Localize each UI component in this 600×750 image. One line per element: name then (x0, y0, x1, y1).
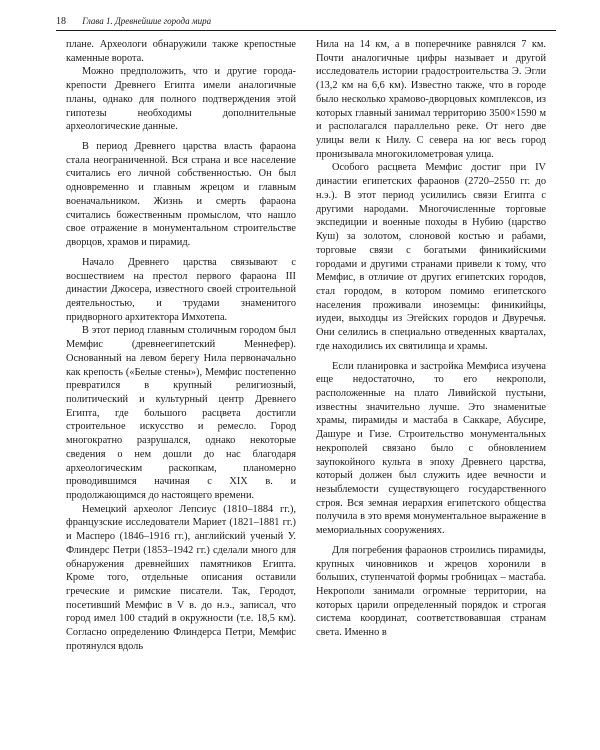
left-column (66, 38, 296, 654)
paragraph: Если планировка и застройка Мемфиса изучена еще недостаточно, то его некрополи, расположенные на плато Ливийской пустыни, известны значительно лучше. Это знаменитые храмы, пирамиды и мастаба в Саккаре, Абусире, Дашуре и Гизе. Строительство монументальных некрополей связано было с обновлением заупокойного культа в эпоху Древнего царства, который должен был служить идее вечности и незыблемости существующего государственного строя. Вся земная иерархия египетского общества получила в это время монументальное выражение в мемориальных сооружениях. (316, 360, 546, 537)
paragraph: Немецкий археолог Лепсиус (1810–1884 гг.), французские исследователи Мариет (1821–1881 гг.) и Масперо (1846–1916 гг.), английский ученый У. Флиндерс Петри (1853–1942 гг.) сделали много для обнаружения древнейших памятников Египта. Кроме того, отдельные описания оставили греческие и римские писатели. Так, Геродот, посетивший Мемфис в V в. до н.э., записал, что город имел 100 стадий в окружности (т.е. 18,5 км). Согласно определению Флиндерса Петри, Мемфис протянулся вдоль (66, 503, 296, 652)
paragraph: плане. Археологи обнаружили также крепостные каменные ворота. (66, 39, 296, 64)
paragraph: Начало Древнего царства связывают с восшествием на престол первого фараона III династии Джосера, известного своей строительной деятельностью, и трудами знаменитого придворного архитектора Имхотепа. (66, 256, 296, 323)
header-rule (56, 30, 556, 31)
paragraph: Особого расцвета Мемфис достиг при IV династии египетских фараонов (2720–2550 гг. до н.э.). В этот период усилились связи Египта с другими народами. Многочисленные торговые экспедиции и военные походы в Нубию (царство Куш) за золотом, слоновой костью и рабами, торговые связи с богатыми финикийскими городами и другими странами привели к тому, что Мемфис, в отличие от других египетских городов, стал городом, в котором помимо египетского населения проживали иноземцы: финикийцы, иудеи, выходцы из Эгейских городов и Двуречья. Они селились в специально отведенных кварталах, где находились их святилища и храмы. (316, 162, 546, 352)
paragraph: Можно предположить, что и другие города-крепости Древнего Египта имели аналогичные планы, однако для полного подтверждения этой гипотезы необходимы дополнительные археологические данные. (66, 66, 296, 133)
chapter-title: Глава 1. Древнейшие города мира (82, 16, 212, 26)
page-number: 18 (56, 16, 66, 27)
paragraph: Для погребения фараонов строились пирамиды, крупных чиновников и жрецов хоронили в больших, ступенчатой формы гробницах – мастаба. Некрополи занимали огромные территории, на которых царили определенный порядок и строгая система координат, соответствовавшая странам света. Именно в (316, 544, 546, 639)
paragraph: Нила на 14 км, а в поперечнике равнялся 7 км. Почти аналогичные цифры называет и другой исследователь истории градостроительства Э. Эгли (13,2 км на 6,6 км). Известно также, что в городе было несколько храмово-дворцовых комплексов, из которых главный занимал территорию 3500×1590 м и располагался параллельно реке. От него две улицы вели к Нилу. С севера на юг весь город пронизывала многокилометровая улица. (316, 39, 546, 160)
running-head (56, 14, 556, 28)
paragraph: В этот период главным столичным городом был Мемфис (древнеегипетский Меннефер). Основанный на левом берегу Нила первоначально как крепость («Белые стены»), Мемфис постепенно превратился в крупный религиозный, политический и культурный центр Древнего Египта, где большого расцвета достигли строительное искусство и ремесло. Город многократно разрушался, однако некоторые сведения о нем дошли до нас благодаря археологическим раскопкам, планомерно проводившимся начиная с XIX в. и продолжающимся до настоящего времени. (66, 325, 296, 501)
right-column (316, 38, 546, 640)
paragraph: В период Древнего царства власть фараона стала неограниченной. Вся страна и все население считались его личной собственностью. Он был одновременно и главным жрецом и главным военачальником. Жизнь и смерть фараона считались божественным промыслом, что нашло свое отражение в монументальном строительстве дворцов, храмов и пирамид. (66, 141, 296, 249)
